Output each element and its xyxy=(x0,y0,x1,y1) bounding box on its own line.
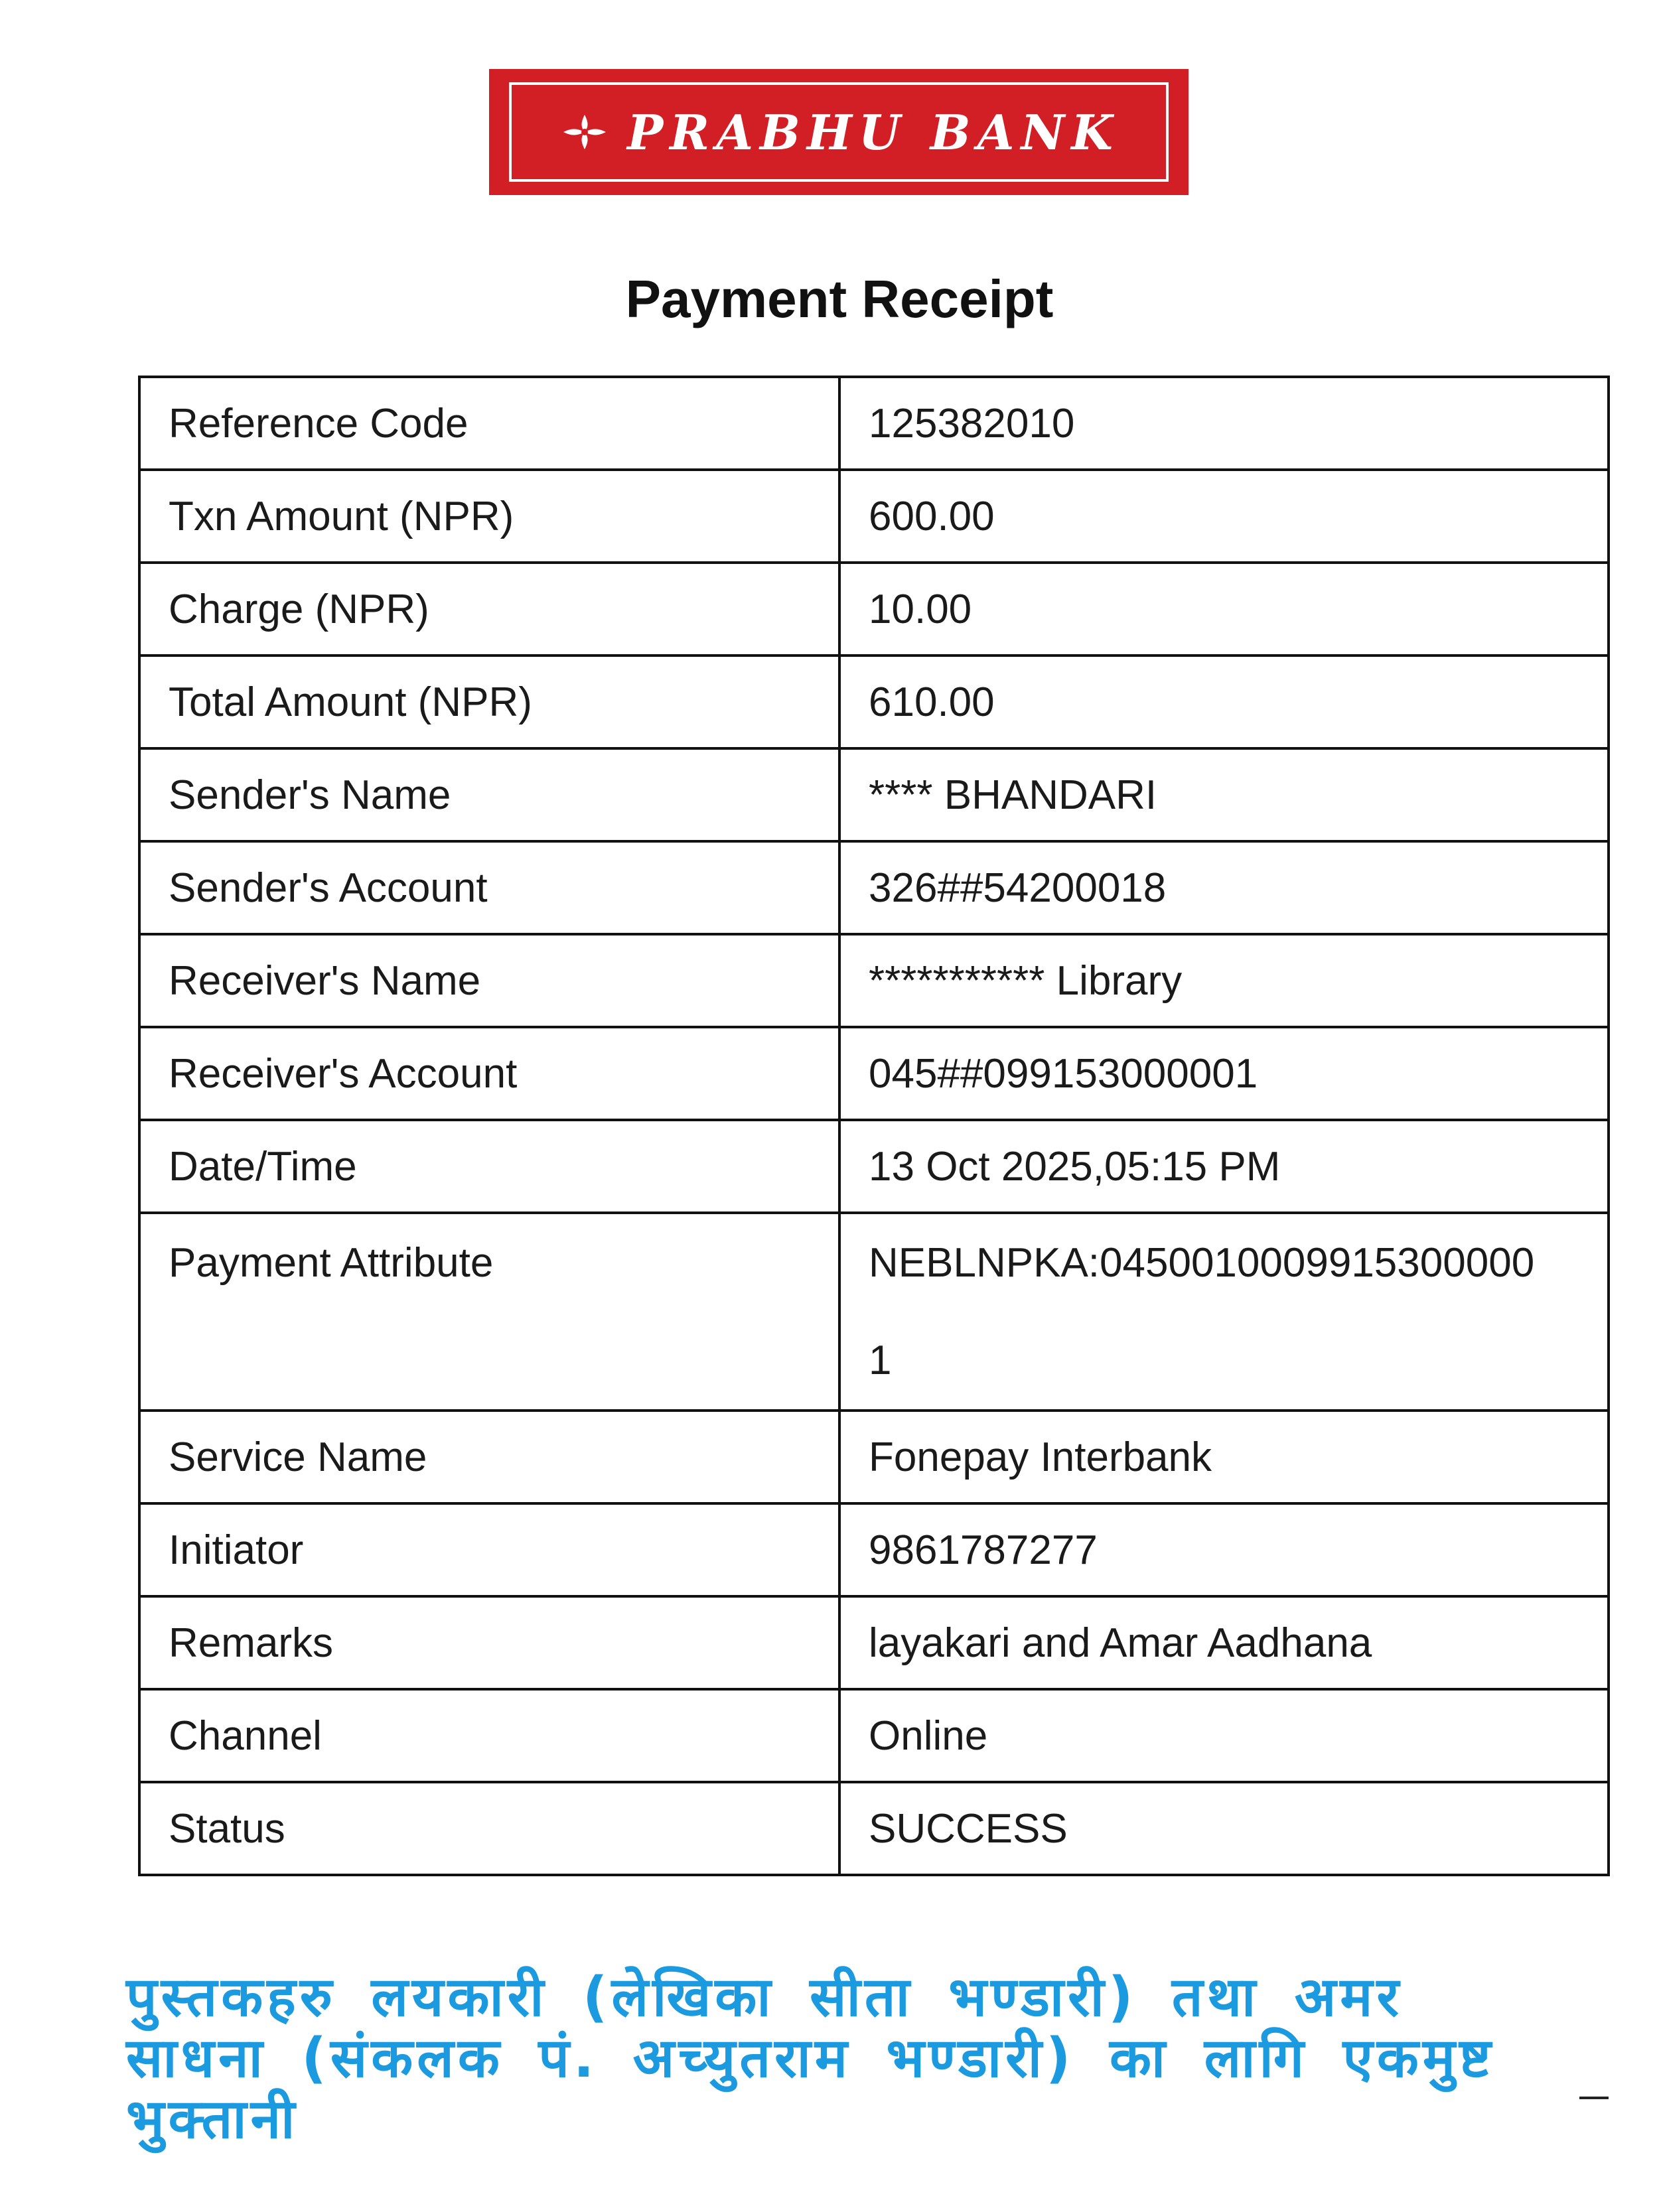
row-label: Payment Attribute xyxy=(139,1213,839,1411)
row-value: 10.00 xyxy=(839,563,1609,656)
row-label: Date/Time xyxy=(139,1120,839,1213)
row-label: Total Amount (NPR) xyxy=(139,656,839,748)
table-row xyxy=(139,1027,1609,1120)
row-value: 610.00 xyxy=(839,656,1609,748)
row-label: Status xyxy=(139,1782,839,1875)
row-value: *********** Library xyxy=(839,934,1609,1027)
table-row xyxy=(139,934,1609,1027)
divider-mark xyxy=(1579,2097,1609,2099)
row-value: 600.00 xyxy=(839,470,1609,563)
row-label: Service Name xyxy=(139,1411,839,1503)
row-label: Charge (NPR) xyxy=(139,563,839,656)
table-row xyxy=(139,1503,1609,1596)
row-value: 13 Oct 2025,05:15 PM xyxy=(839,1120,1609,1213)
row-label: Remarks xyxy=(139,1596,839,1689)
row-value: 125382010 xyxy=(839,377,1609,470)
logo-frame xyxy=(509,82,1169,182)
table-row xyxy=(139,563,1609,656)
row-value xyxy=(839,1213,1609,1411)
table-row xyxy=(139,841,1609,934)
row-label: Sender's Account xyxy=(139,841,839,934)
row-value: SUCCESS xyxy=(839,1782,1609,1875)
table-row xyxy=(139,377,1609,470)
row-label: Reference Code xyxy=(139,377,839,470)
row-value: 326##54200018 xyxy=(839,841,1609,934)
table-row xyxy=(139,1213,1609,1411)
prabhu-emblem-icon xyxy=(558,112,611,152)
page-title: Payment Receipt xyxy=(625,269,1054,328)
row-value: layakari and Amar Aadhana xyxy=(839,1596,1609,1689)
row-value: 9861787277 xyxy=(839,1503,1609,1596)
table-row xyxy=(139,1782,1609,1875)
handwritten-note: पुस्तकहरु लयकारी (लेखिका सीता भण्डारी) तथा अमर साधना (संकलक पं. अच्युतराम भण्डारी) का लागि एकमुष्ट भुक्तानी xyxy=(126,1966,1495,2151)
row-label: Txn Amount (NPR) xyxy=(139,470,839,563)
row-value: 045##099153000001 xyxy=(839,1027,1609,1120)
table-row xyxy=(139,1689,1609,1782)
table-row xyxy=(139,1411,1609,1503)
table-row xyxy=(139,1596,1609,1689)
payment-attribute-line-1: NEBLNPKA:0450010009915300000 xyxy=(869,1240,1535,1286)
logo-text: PRABHU BANK xyxy=(627,104,1119,161)
row-label: Channel xyxy=(139,1689,839,1782)
row-value: **** BHANDARI xyxy=(839,748,1609,841)
table-row xyxy=(139,1120,1609,1213)
payment-attribute-line-2: 1 xyxy=(869,1338,892,1383)
table-row xyxy=(139,748,1609,841)
row-value: Online xyxy=(839,1689,1609,1782)
row-label: Receiver's Account xyxy=(139,1027,839,1120)
row-label: Sender's Name xyxy=(139,748,839,841)
table-row xyxy=(139,470,1609,563)
row-label: Receiver's Name xyxy=(139,934,839,1027)
row-value: Fonepay Interbank xyxy=(839,1411,1609,1503)
table-row xyxy=(139,656,1609,748)
row-label: Initiator xyxy=(139,1503,839,1596)
receipt-table xyxy=(138,376,1610,1876)
bank-logo xyxy=(489,69,1189,195)
